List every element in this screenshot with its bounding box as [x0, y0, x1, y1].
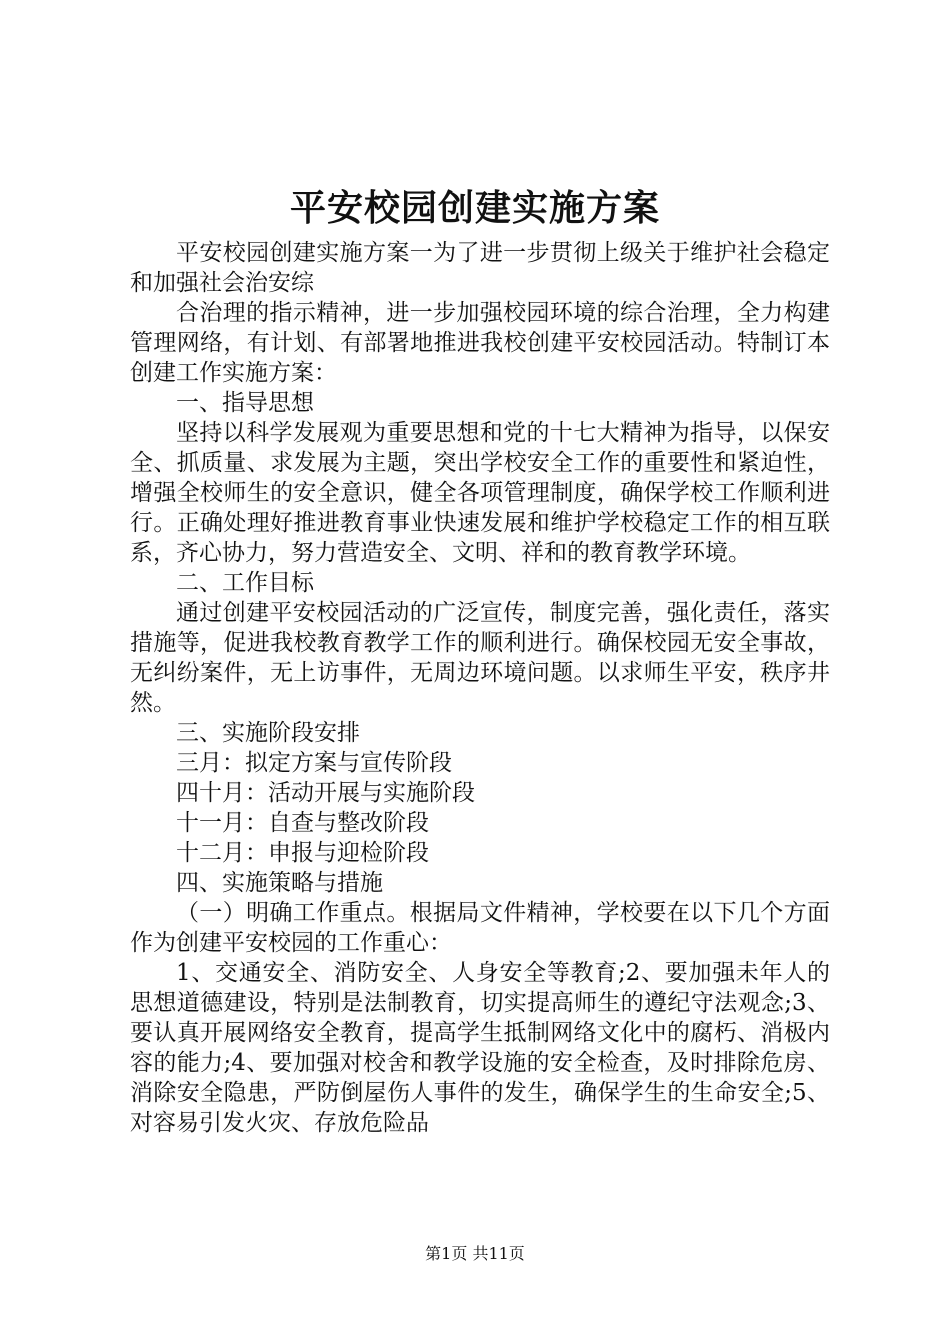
- paragraph-focus-items: 1、交通安全、消防安全、人身安全等教育;2、要加强未年人的思想道德建设，特别是法制教育，切实提高师生的遵纪守法观念;3、要认真开展网络安全教育，提高学生抵制网络文化中的腐朽、消极内容的能力;4、要加强对校舍和教学设施的安全检查，及时排除危房、消除安全隐患，严防倒屋伤人事件的发生，确保学生的生命安全;5、对容易引发火灾、存放危险品: [130, 960, 830, 1136]
- heading-work-goals: 二、工作目标: [176, 570, 314, 596]
- stage-december: 十二月：申报与迎检阶段: [176, 840, 429, 866]
- page-footer: 第1页 共11页: [425, 1244, 525, 1263]
- heading-implementation-stages: 三、实施阶段安排: [176, 720, 360, 746]
- document-title: 平安校园创建实施方案: [289, 187, 660, 229]
- heading-strategies-measures: 四、实施策略与措施: [176, 870, 383, 896]
- paragraph-guiding-thought: 坚持以科学发展观为重要思想和党的十七大精神为指导，以保安全、抓质量、求发展为主题，突出学校安全工作的重要性和紧迫性，增强全校师生的安全意识，健全各项管理制度，确保学校工作顺利进行。正确处理好推进教育事业快速发展和维护学校稳定工作的相互联系，齐心协力，努力营造安全、文明、祥和的教育教学环境。: [130, 420, 830, 566]
- stage-november: 十一月：自查与整改阶段: [176, 810, 429, 836]
- heading-guiding-thought: 一、指导思想: [176, 390, 314, 416]
- document-body: [130, 238, 830, 1138]
- stage-march: 三月：拟定方案与宣传阶段: [176, 750, 452, 776]
- paragraph-work-focus: （一）明确工作重点。根据局文件精神，学校要在以下几个方面作为创建平安校园的工作重心：: [130, 900, 830, 956]
- stage-april-october: 四十月：活动开展与实施阶段: [176, 780, 475, 806]
- paragraph-purpose: 合治理的指示精神，进一步加强校园环境的综合治理，全力构建管理网络，有计划、有部署地推进我校创建平安校园活动。特制订本创建工作实施方案：: [130, 300, 830, 386]
- paragraph-intro: 平安校园创建实施方案一为了进一步贯彻上级关于维护社会稳定和加强社会治安综: [130, 240, 830, 296]
- paragraph-work-goals: 通过创建平安校园活动的广泛宣传，制度完善，强化责任，落实措施等，促进我校教育教学工作的顺利进行。确保校园无安全事故，无纠纷案件，无上访事件，无周边环境问题。以求师生平安，秩序井然。: [130, 600, 830, 716]
